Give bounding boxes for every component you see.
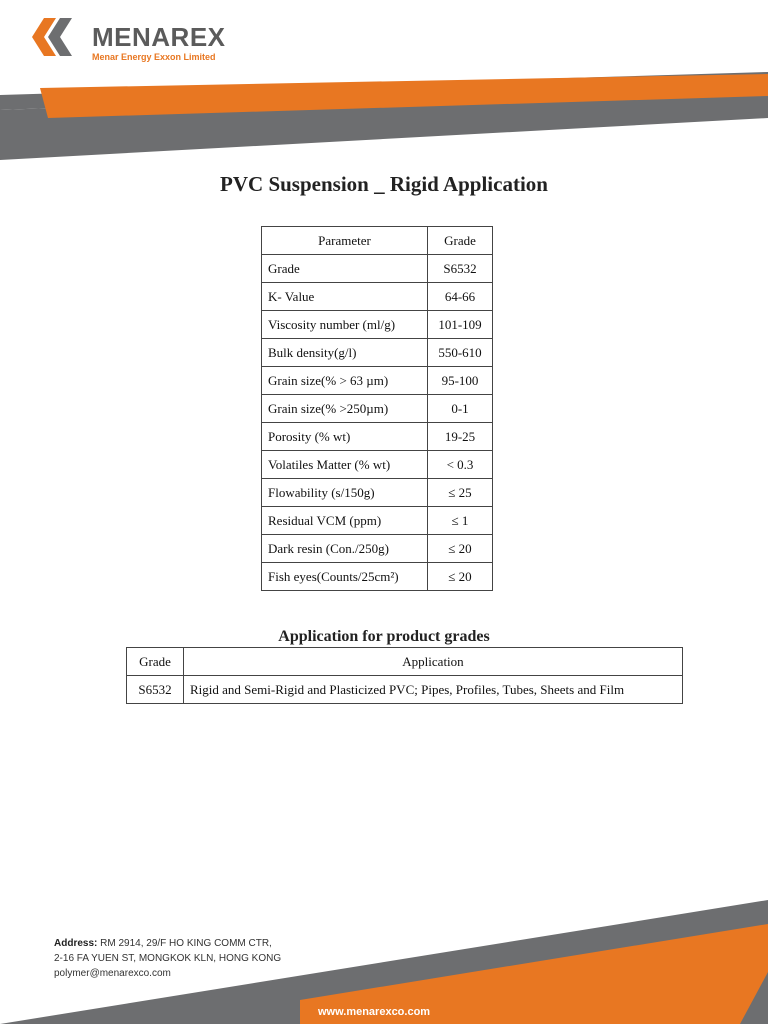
address-line-1: RM 2914, 29/F HO KING COMM CTR, xyxy=(100,938,272,949)
website-url: www.menarexco.com xyxy=(318,1006,431,1018)
application-table xyxy=(126,647,683,704)
footer-address xyxy=(54,936,281,981)
parameter-name: Grain size(% >250µm) xyxy=(262,395,428,423)
table-row xyxy=(262,563,493,591)
parameter-value: 550-610 xyxy=(428,339,493,367)
brand-name: MENAREX xyxy=(92,22,226,52)
parameter-value: 64-66 xyxy=(428,283,493,311)
parameter-name: Residual VCM (ppm) xyxy=(262,507,428,535)
table-row xyxy=(262,283,493,311)
header-banner xyxy=(0,0,768,180)
parameter-name: Dark resin (Con./250g) xyxy=(262,535,428,563)
parameter-name: Bulk density(g/l) xyxy=(262,339,428,367)
table-row xyxy=(262,423,493,451)
table-row xyxy=(262,367,493,395)
parameter-value: 101-109 xyxy=(428,311,493,339)
parameters-table xyxy=(261,226,493,591)
menarex-logo-icon xyxy=(30,12,90,62)
email-address: polymer@menarexco.com xyxy=(54,968,171,979)
table-row xyxy=(262,479,493,507)
parameter-name: Volatiles Matter (% wt) xyxy=(262,451,428,479)
parameter-name: Viscosity number (ml/g) xyxy=(262,311,428,339)
parameter-value: 0-1 xyxy=(428,395,493,423)
table-row xyxy=(127,676,683,704)
address-label: Address: xyxy=(54,938,98,949)
parameter-name: Flowability (s/150g) xyxy=(262,479,428,507)
parameter-value: ≤ 20 xyxy=(428,535,493,563)
parameter-value: < 0.3 xyxy=(428,451,493,479)
table-header-row xyxy=(262,227,493,255)
parameter-name: Grade xyxy=(262,255,428,283)
table-row xyxy=(262,507,493,535)
table-row xyxy=(262,535,493,563)
application-cell: Rigid and Semi-Rigid and Plasticized PVC; Pipes, Profiles, Tubes, Sheets and Film xyxy=(184,676,683,704)
application-section-title: Application for product grades xyxy=(278,628,490,645)
address-line-2: 2-16 FA YUEN ST, MONGKOK KLN, HONG KONG xyxy=(54,953,282,964)
parameter-value: ≤ 25 xyxy=(428,479,493,507)
table-row xyxy=(262,395,493,423)
column-header-parameter: Parameter xyxy=(262,227,428,255)
parameter-value: 95-100 xyxy=(428,367,493,395)
table-row xyxy=(262,339,493,367)
parameter-name: Porosity (% wt) xyxy=(262,423,428,451)
page-title: PVC Suspension _ Rigid Application xyxy=(220,172,548,196)
table-row xyxy=(262,311,493,339)
parameter-name: K- Value xyxy=(262,283,428,311)
parameter-value: ≤ 20 xyxy=(428,563,493,591)
parameter-value: ≤ 1 xyxy=(428,507,493,535)
table-row xyxy=(262,451,493,479)
column-header-application: Application xyxy=(184,648,683,676)
grade-cell: S6532 xyxy=(127,676,184,704)
column-header-grade: Grade xyxy=(127,648,184,676)
parameter-name: Fish eyes(Counts/25cm²) xyxy=(262,563,428,591)
parameter-value: S6532 xyxy=(428,255,493,283)
table-row xyxy=(262,255,493,283)
table-header-row xyxy=(127,648,683,676)
parameter-name: Grain size(% > 63 µm) xyxy=(262,367,428,395)
brand-tagline: Menar Energy Exxon Limited xyxy=(92,52,216,62)
column-header-grade: Grade xyxy=(428,227,493,255)
parameter-value: 19-25 xyxy=(428,423,493,451)
